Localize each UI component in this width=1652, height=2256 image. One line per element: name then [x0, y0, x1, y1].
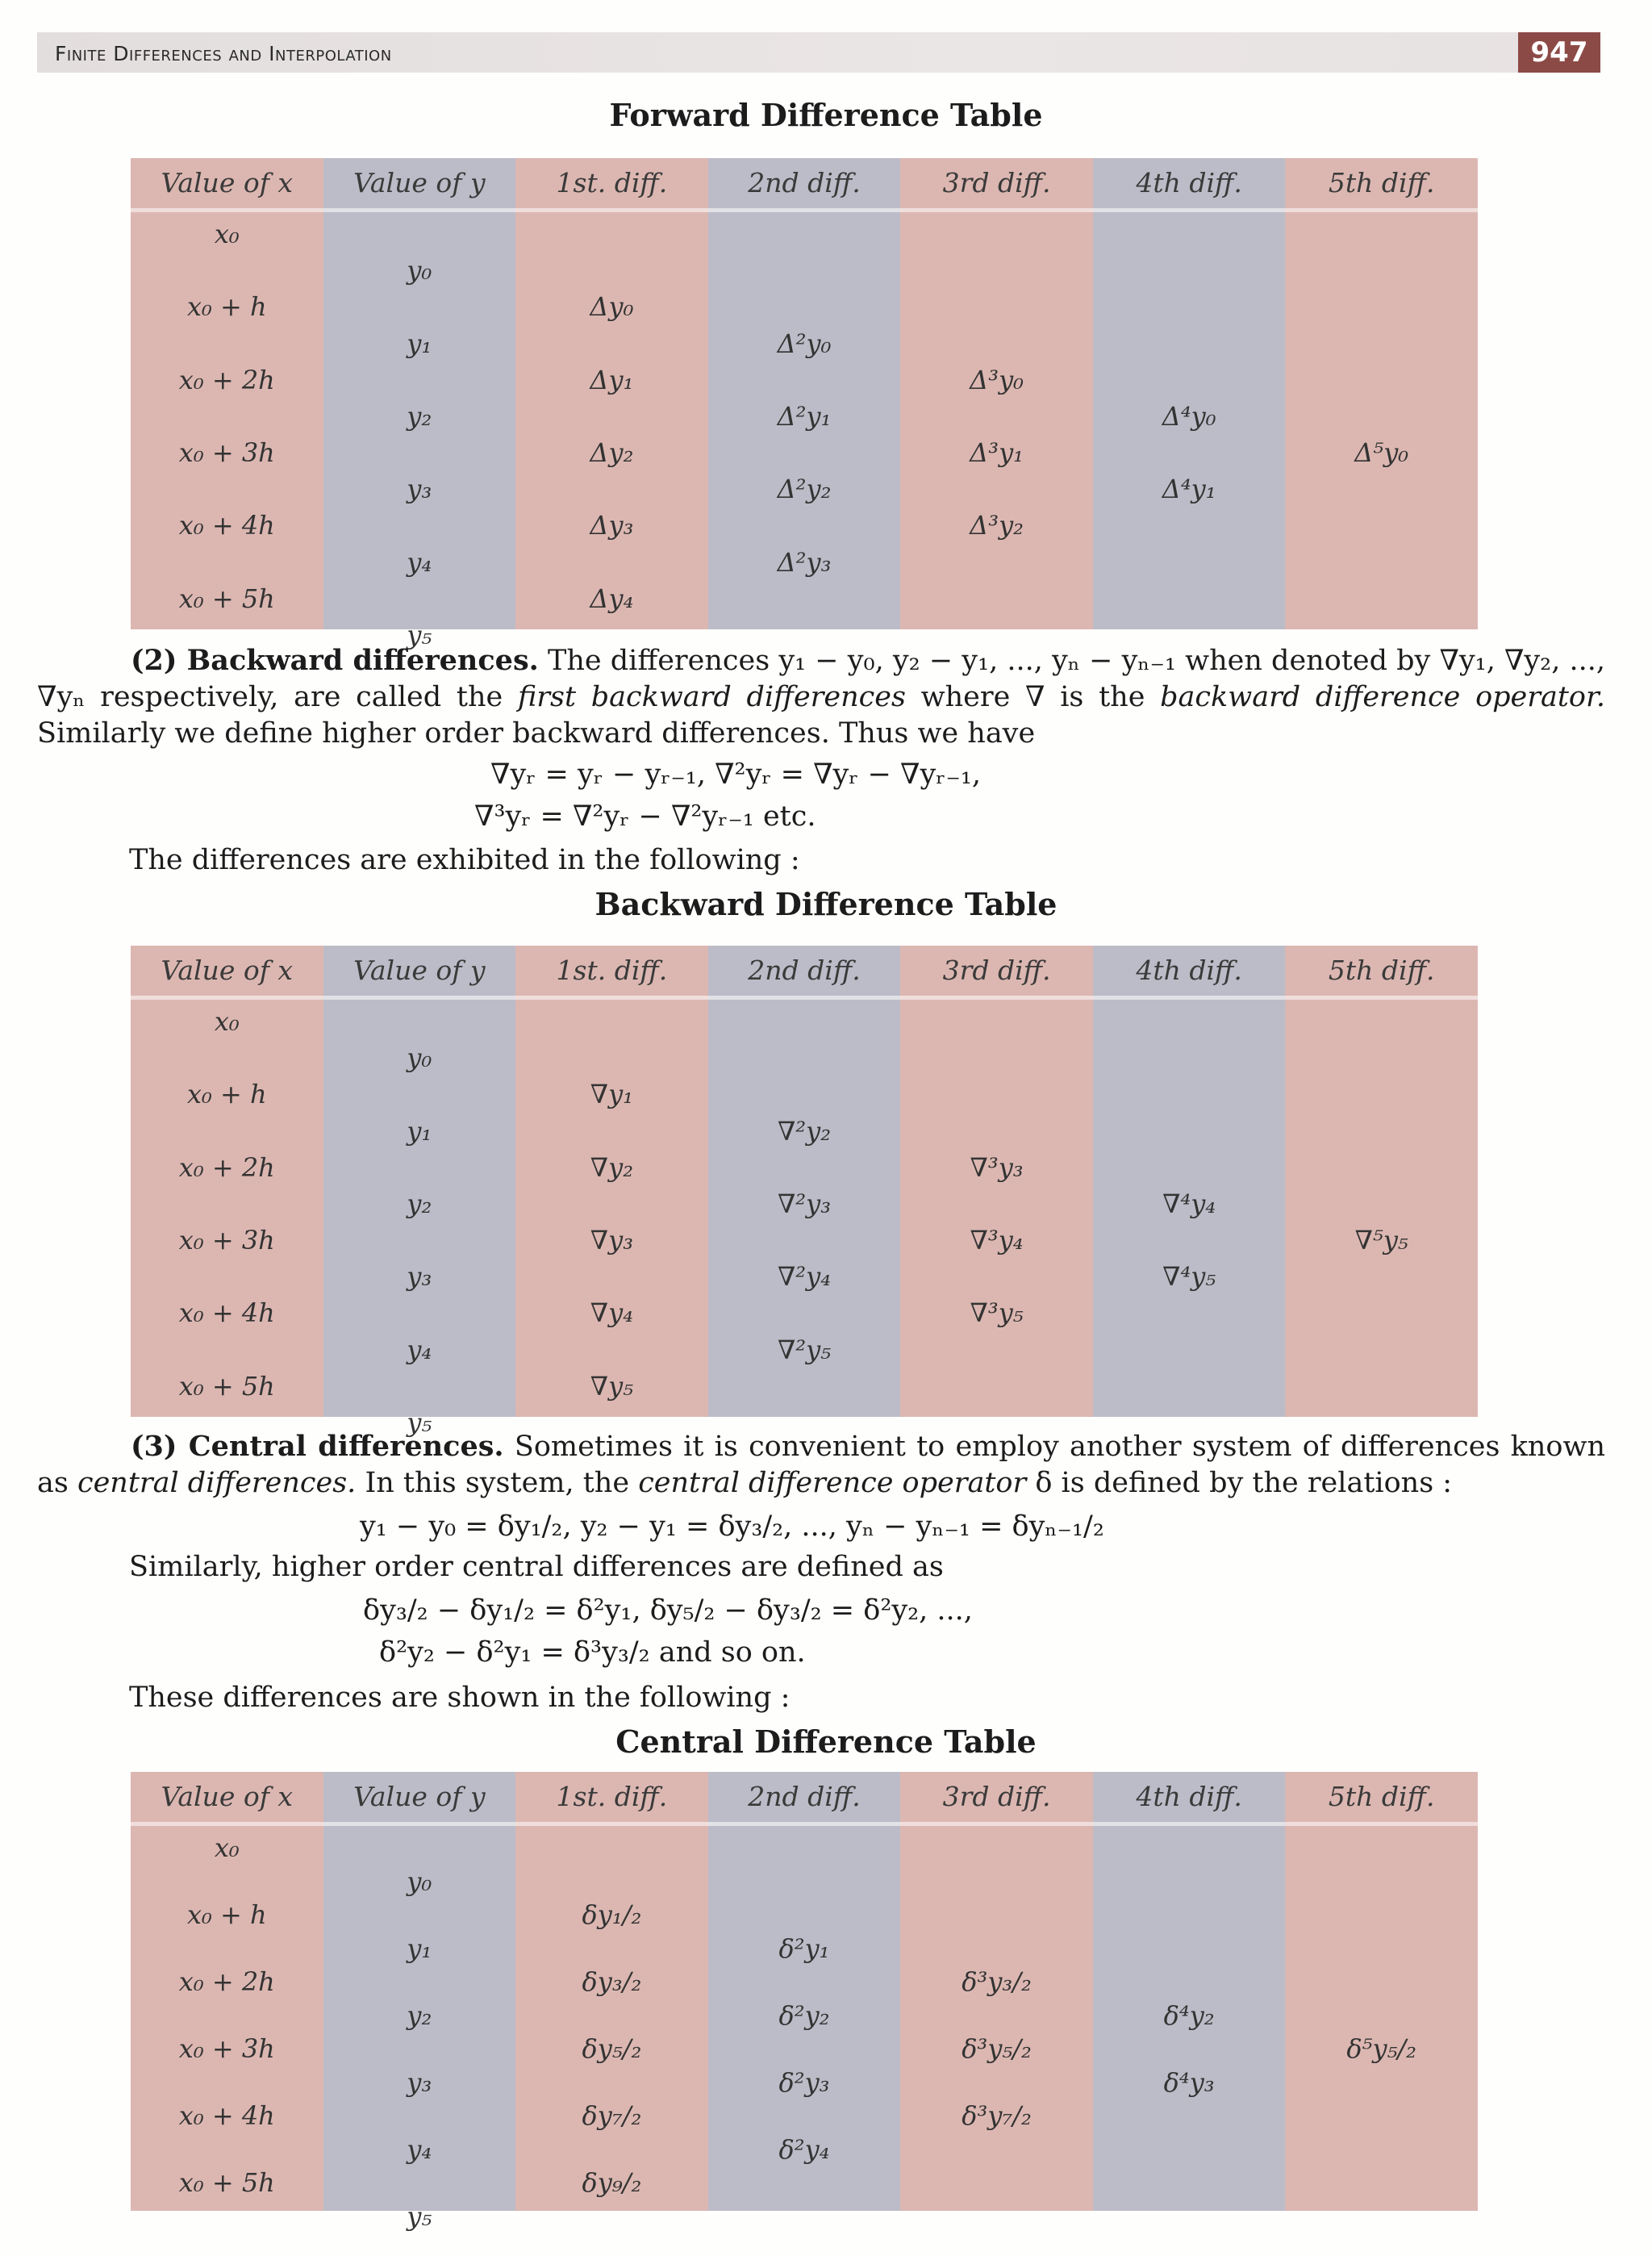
- table-cell: δy₁/₂: [582, 1899, 642, 1931]
- column-header: 3rd diff.: [900, 1772, 1093, 1826]
- central-equation-2: δy₃/₂ − δy₁/₂ = δ²y₁, δy₅/₂ − δy₃/₂ = δ²y₂, ...,: [363, 1594, 973, 1627]
- table-cell: y₅: [407, 1407, 432, 1438]
- table-cell: Δ³y₀: [970, 364, 1024, 395]
- table-cell: ∇²y₂: [777, 1115, 832, 1147]
- table-cell: δ⁴y₂: [1163, 1999, 1215, 2031]
- table-cell: x₀ + 5h: [178, 2167, 275, 2199]
- table-cell: δy₅/₂: [582, 2033, 642, 2065]
- table-cell: Δ²y₃: [777, 546, 832, 578]
- table-cell: Δ²y₂: [777, 474, 832, 505]
- table-cell: x₀ + h: [186, 1899, 267, 1931]
- backward-intro: The differences are exhibited in the following :: [129, 844, 800, 876]
- para-text: where ∇ is the: [905, 681, 1161, 713]
- table-cell: ∇y₃: [590, 1225, 634, 1256]
- forward-column-x-values: [131, 158, 323, 629]
- central-column-third-diff: [900, 1772, 1093, 2211]
- forward-table-caption: Forward Difference Table: [609, 97, 1043, 133]
- column-header: 5th diff.: [1285, 946, 1478, 1000]
- table-cell: Δ⁴y₀: [1162, 400, 1216, 432]
- table-cell: y₅: [407, 620, 432, 650]
- forward-difference-table: [131, 158, 1478, 650]
- column-header: 4th diff.: [1093, 158, 1286, 212]
- table-cell: δy₃/₂: [582, 1966, 642, 1998]
- table-cell: x₀ + 2h: [178, 1966, 275, 1998]
- table-cell: Δy₂: [590, 437, 634, 469]
- table-cell: Δ³y₁: [970, 437, 1024, 469]
- column-header: 5th diff.: [1285, 158, 1478, 212]
- table-cell: Δ²y₀: [777, 328, 832, 359]
- table-cell: ∇y₁: [590, 1079, 634, 1110]
- table-cell: y₅: [407, 2201, 432, 2232]
- table-cell: x₀ + 3h: [178, 2033, 275, 2065]
- backward-column-second-diff: [708, 946, 901, 1417]
- table-cell: Δy₀: [590, 291, 634, 323]
- column-header: 4th diff.: [1093, 946, 1286, 1000]
- central-difference-table: [131, 1772, 1478, 2232]
- backward-equation-2: ∇³yᵣ = ∇²yᵣ − ∇²yᵣ₋₁ etc.: [474, 800, 816, 833]
- backward-equation-1: ∇yᵣ = yᵣ − yᵣ₋₁, ∇²yᵣ = ∇yᵣ − ∇yᵣ₋₁,: [490, 758, 982, 791]
- table-cell: ∇⁴y₄: [1162, 1188, 1216, 1219]
- table-cell: Δy₁: [590, 364, 634, 395]
- column-header: Value of y: [323, 1772, 516, 1826]
- table-cell: δ²y₄: [778, 2133, 830, 2165]
- central-table-caption: Central Difference Table: [615, 1723, 1037, 1760]
- table-cell: ∇y₂: [590, 1151, 634, 1183]
- table-cell: y₂: [407, 400, 432, 432]
- central-column-fifth-diff: [1285, 1772, 1478, 2211]
- running-title: Finite Differences and Interpolation: [55, 42, 392, 65]
- table-cell: x₀ + 5h: [178, 583, 275, 614]
- backward-difference-table: [131, 946, 1478, 1438]
- table-cell: δ³y₇/₂: [962, 2100, 1032, 2132]
- column-header: Value of x: [131, 158, 323, 212]
- central-differences-paragraph: [37, 1428, 1605, 1502]
- table-cell: y₄: [407, 546, 432, 578]
- central-column-fourth-diff: [1093, 1772, 1286, 2211]
- table-cell: y₀: [407, 255, 432, 286]
- table-cell: x₀: [214, 219, 240, 249]
- table-cell: Δ⁵y₀: [1354, 437, 1409, 469]
- column-header: Value of x: [131, 946, 323, 1000]
- table-cell: x₀ + h: [186, 291, 267, 323]
- column-header: Value of y: [323, 158, 516, 212]
- table-cell: y₁: [407, 328, 432, 359]
- table-cell: δ³y₅/₂: [962, 2033, 1032, 2065]
- table-cell: y₃: [407, 1261, 432, 1293]
- table-cell: δ⁵y₅/₂: [1346, 2033, 1416, 2065]
- table-cell: δy₇/₂: [582, 2100, 642, 2132]
- table-cell: ∇³y₄: [970, 1225, 1024, 1256]
- backward-column-fifth-diff: [1285, 946, 1478, 1417]
- para-text: δ is defined by the relations :: [1026, 1467, 1453, 1499]
- column-header: 5th diff.: [1285, 1772, 1478, 1826]
- table-cell: ∇³y₅: [970, 1297, 1024, 1329]
- table-cell: δ²y₂: [778, 1999, 830, 2031]
- table-cell: ∇y₅: [590, 1370, 634, 1402]
- forward-column-first-diff: [515, 158, 708, 629]
- table-cell: Δ⁴y₁: [1162, 474, 1216, 505]
- table-cell: y₁: [407, 1932, 432, 1964]
- table-cell: δ²y₃: [778, 2066, 830, 2098]
- table-cell: y₃: [407, 474, 432, 505]
- table-cell: x₀ + 3h: [178, 1225, 275, 1256]
- table-cell: Δy₄: [590, 583, 634, 614]
- central-column-y-values: [323, 1772, 516, 2232]
- para-text: Similarly we define higher order backward differences. Thus we have: [37, 717, 1036, 750]
- table-cell: δ²y₁: [778, 1932, 830, 1964]
- table-cell: y₁: [407, 1115, 432, 1147]
- table-cell: y₂: [407, 1999, 432, 2031]
- table-cell: x₀ + 2h: [178, 364, 275, 395]
- table-cell: x₀ + 2h: [178, 1151, 275, 1183]
- column-header: 1st. diff.: [515, 1772, 708, 1826]
- table-cell: x₀ + 5h: [178, 1370, 275, 1402]
- table-cell: ∇²y₄: [777, 1261, 832, 1293]
- table-cell: x₀ + 4h: [178, 510, 275, 541]
- table-cell: Δ³y₂: [970, 510, 1024, 541]
- table-cell: ∇²y₅: [777, 1334, 832, 1365]
- column-header: 2nd diff.: [708, 946, 901, 1000]
- table-cell: y₃: [407, 2066, 432, 2098]
- backward-column-x-values: [131, 946, 323, 1417]
- table-cell: δy₉/₂: [582, 2167, 642, 2199]
- column-header: 2nd diff.: [708, 1772, 901, 1826]
- term-central-differences: central differences.: [77, 1467, 357, 1499]
- table-cell: y₄: [407, 1334, 432, 1365]
- table-cell: y₀: [407, 1042, 432, 1074]
- term-central-operator: central difference operator: [638, 1467, 1027, 1499]
- term-first-backward: first backward differences: [517, 681, 906, 713]
- column-header: 1st. diff.: [515, 946, 708, 1000]
- term-backward-operator: backward difference operator.: [1160, 681, 1606, 713]
- backward-heading: (2) Backward differences.: [131, 644, 539, 677]
- page-number: 947: [1518, 32, 1600, 73]
- column-header: Value of x: [131, 1772, 323, 1826]
- backward-table-caption: Backward Difference Table: [594, 886, 1058, 922]
- central-column-x-values: [131, 1772, 323, 2211]
- table-cell: x₀ + 4h: [178, 1297, 275, 1329]
- column-header: 4th diff.: [1093, 1772, 1286, 1826]
- running-header: [37, 32, 1600, 73]
- forward-column-fifth-diff: [1285, 158, 1478, 629]
- column-header: 3rd diff.: [900, 946, 1093, 1000]
- table-cell: x₀: [214, 1832, 240, 1863]
- table-cell: Δ²y₁: [777, 400, 832, 432]
- central-mid-text: Similarly, higher order central differences are defined as: [129, 1551, 944, 1583]
- forward-column-second-diff: [708, 158, 901, 629]
- backward-column-third-diff: [900, 946, 1093, 1417]
- column-header: Value of y: [323, 946, 516, 1000]
- table-cell: y₀: [407, 1865, 432, 1897]
- forward-column-third-diff: [900, 158, 1093, 629]
- central-column-first-diff: [515, 1772, 708, 2211]
- table-cell: x₀ + 3h: [178, 437, 275, 469]
- forward-column-fourth-diff: [1093, 158, 1286, 629]
- table-cell: ∇⁵y₅: [1354, 1225, 1408, 1256]
- table-cell: δ³y₃/₂: [962, 1966, 1032, 1998]
- backward-differences-paragraph: [37, 642, 1605, 752]
- table-cell: y₄: [407, 2133, 432, 2165]
- para-text: In this system, the: [356, 1467, 639, 1499]
- table-cell: Δy₃: [590, 510, 634, 541]
- backward-column-first-diff: [515, 946, 708, 1417]
- column-header: 2nd diff.: [708, 158, 901, 212]
- table-cell: ∇³y₃: [970, 1151, 1024, 1183]
- table-cell: x₀: [214, 1006, 240, 1037]
- para-text: The differences y₁ − y₀, y₂ − y₁, ..., yₙ − yₙ₋₁ when denoted by ∇y₁, ∇y₂, ..., ∇yₙ respectively, are called the: [37, 645, 1605, 713]
- central-heading: (3) Central differences.: [131, 1430, 504, 1463]
- table-cell: δ⁴y₃: [1163, 2066, 1215, 2098]
- table-cell: ∇²y₃: [777, 1188, 832, 1219]
- table-cell: y₂: [407, 1188, 432, 1219]
- forward-column-y-values: [323, 158, 516, 650]
- central-column-second-diff: [708, 1772, 901, 2211]
- table-cell: ∇y₄: [590, 1297, 634, 1329]
- central-intro: These differences are shown in the following :: [129, 1682, 791, 1714]
- column-header: 3rd diff.: [900, 158, 1093, 212]
- backward-column-y-values: [323, 946, 516, 1438]
- table-cell: x₀ + h: [186, 1079, 267, 1110]
- table-cell: x₀ + 4h: [178, 2100, 275, 2132]
- central-equation-3: δ²y₂ − δ²y₁ = δ³y₃/₂ and so on.: [379, 1636, 806, 1669]
- central-equation-1: y₁ − y₀ = δy₁/₂, y₂ − y₁ = δy₃/₂, ..., yₙ − yₙ₋₁ = δyₙ₋₁/₂: [360, 1510, 1104, 1543]
- table-cell: ∇⁴y₅: [1162, 1261, 1216, 1293]
- backward-column-fourth-diff: [1093, 946, 1286, 1417]
- para-text: Sometimes it is convenient to employ another system of differences known as: [37, 1431, 1605, 1499]
- column-header: 1st. diff.: [515, 158, 708, 212]
